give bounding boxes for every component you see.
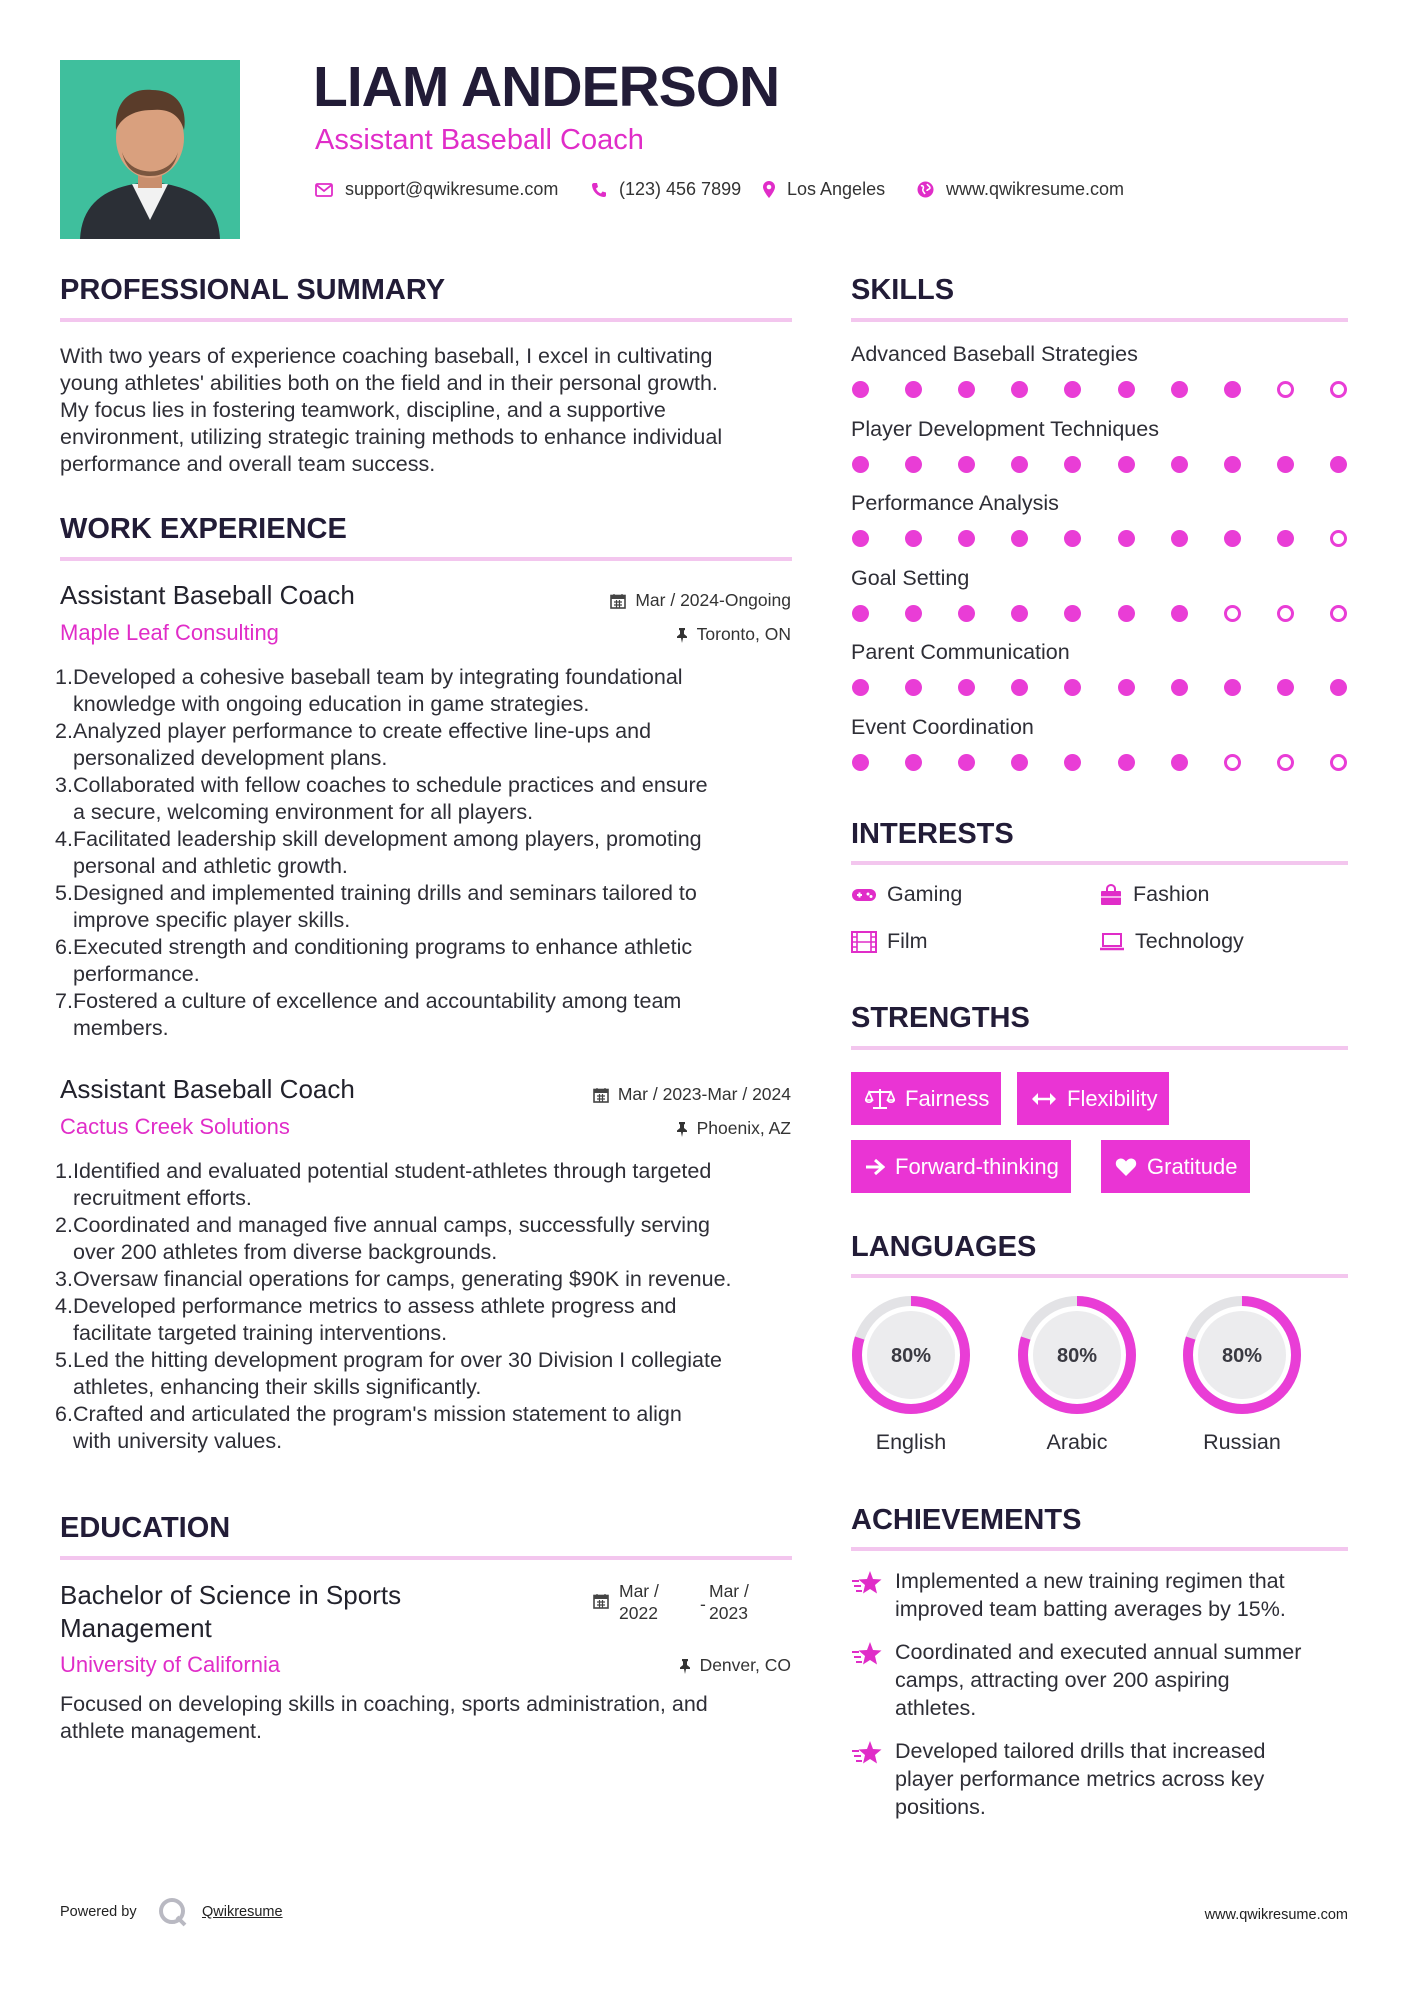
- strength-label: Fairness: [905, 1085, 990, 1111]
- education-start: [619, 1580, 659, 1624]
- achievements-heading: ACHIEVEMENTS: [851, 1504, 1082, 1536]
- bullet-line: Collaborated with fellow coaches to schedule practices and ensure: [73, 773, 708, 797]
- bullet-number: 2.: [55, 719, 73, 743]
- bullet-line: personal and athletic growth.: [73, 854, 348, 878]
- summary-line: environment, utilizing strategic training methods to enhance individual: [60, 425, 723, 449]
- interest-label: Film: [887, 929, 928, 953]
- contact-phone[interactable]: [591, 179, 741, 200]
- bullet-number: 5.: [55, 1348, 73, 1372]
- rating-dot-empty: [1277, 381, 1294, 398]
- bullet-line: knowledge with ongoing education in game strategies.: [73, 692, 590, 716]
- rating-dot-empty: [1330, 754, 1347, 771]
- bullet-line: Oversaw financial operations for camps, generating $90K in revenue.: [73, 1267, 732, 1291]
- strength-flexibility: [1017, 1072, 1169, 1125]
- skills-divider: [851, 318, 1348, 322]
- laptop-icon: [1099, 932, 1125, 952]
- rating-dot-filled: [958, 530, 975, 547]
- shopping-bag-icon: [1099, 884, 1123, 906]
- job-bullet: [55, 1347, 800, 1401]
- gamepad-icon: [851, 887, 877, 903]
- summary-line: My focus lies in fostering teamwork, discipline, and a supportive: [60, 398, 666, 422]
- email-text: support@qwikresume.com: [345, 179, 559, 199]
- rating-dot-filled: [905, 530, 922, 547]
- contact-location: [763, 179, 885, 200]
- education-location-text: Denver, CO: [699, 1655, 791, 1675]
- rating-dot-filled: [1118, 530, 1135, 547]
- rating-dot-filled: [1277, 530, 1294, 547]
- education-end: [709, 1580, 749, 1624]
- rating-dot-filled: [1064, 679, 1081, 696]
- website-text: www.qwikresume.com: [946, 179, 1125, 199]
- heart-icon: [1115, 1157, 1137, 1177]
- start-month: Mar /: [619, 1581, 659, 1601]
- rating-dot-filled: [905, 605, 922, 622]
- job-dates-text: Mar / 2024-Ongoing: [635, 590, 791, 610]
- calendar-icon: [610, 593, 626, 609]
- education-location: [679, 1655, 791, 1676]
- end-month: Mar /: [709, 1581, 749, 1601]
- languages-heading: LANGUAGES: [851, 1231, 1037, 1263]
- strength-label: Forward-thinking: [895, 1153, 1059, 1179]
- language-gauge: [1015, 1293, 1139, 1417]
- language-percent: 80%: [1221, 1345, 1263, 1367]
- balance-scale-icon: [865, 1087, 895, 1111]
- rating-dot-filled: [1118, 381, 1135, 398]
- qwikresume-link[interactable]: Qwikresume: [202, 1904, 283, 1920]
- education-divider: [60, 1556, 792, 1560]
- rating-dot-filled: [1011, 679, 1028, 696]
- interests-heading: INTERESTS: [851, 818, 1014, 850]
- rating-dot-filled: [1277, 679, 1294, 696]
- language-gauge: [1180, 1293, 1304, 1417]
- experience-heading: WORK EXPERIENCE: [60, 513, 347, 545]
- education-desc-line: athlete management.: [60, 1719, 262, 1743]
- profile-photo: [60, 60, 240, 239]
- bullet-line: personalized development plans.: [73, 746, 388, 770]
- bullet-line: Executed strength and conditioning programs to enhance athletic: [73, 935, 693, 959]
- rating-dot-filled: [852, 754, 869, 771]
- achievement-text: [895, 1567, 1286, 1623]
- rating-dot-empty: [1277, 754, 1294, 771]
- rating-dot-filled: [1224, 381, 1241, 398]
- strength-label: Flexibility: [1067, 1085, 1158, 1111]
- rating-dot-filled: [1118, 754, 1135, 771]
- achievement-item: [851, 1737, 1348, 1821]
- rating-dot-filled: [1011, 456, 1028, 473]
- bullet-line: improve specific player skills.: [73, 908, 351, 932]
- rating-dot-filled: [1118, 456, 1135, 473]
- bullet-line: facilitate targeted training interventions.: [73, 1321, 448, 1345]
- skill-rating: [852, 605, 1347, 622]
- bullet-line: performance.: [73, 962, 200, 986]
- bullet-number: 3.: [55, 773, 73, 797]
- summary-line: With two years of experience coaching baseball, I excel in cultivating: [60, 344, 713, 368]
- bullet-line: Identified and evaluated potential student-athletes through targeted: [73, 1159, 712, 1183]
- achievement-line: player performance metrics across key: [895, 1767, 1265, 1791]
- job-bullet: [55, 1293, 800, 1347]
- job-bullets: [55, 664, 800, 1042]
- contact-email[interactable]: [315, 179, 558, 200]
- pushpin-icon: [676, 627, 688, 643]
- phone-icon: [591, 182, 607, 198]
- interest-film: [851, 929, 928, 954]
- rating-dot-filled: [852, 381, 869, 398]
- summary-line: performance and overall team success.: [60, 452, 436, 476]
- job-title: Assistant Baseball Coach: [60, 1074, 355, 1104]
- arrows-horizontal-icon: [1031, 1091, 1057, 1107]
- language-name: Arabic: [1046, 1430, 1108, 1454]
- qwikresume-logo-icon: [157, 1897, 189, 1927]
- job-bullet: [55, 1158, 800, 1212]
- bullet-line: a secure, welcoming environment for all players.: [73, 800, 534, 824]
- skill-rating: [852, 754, 1347, 771]
- skill-name: Event Coordination: [851, 714, 1034, 739]
- job-location-text: Toronto, ON: [696, 624, 791, 644]
- rating-dot-filled: [958, 754, 975, 771]
- skill-name: Performance Analysis: [851, 491, 1059, 515]
- achievement-text: [895, 1638, 1301, 1722]
- school-name: University of California: [60, 1652, 281, 1677]
- achievement-text: [895, 1737, 1266, 1821]
- bullet-line: Developed performance metrics to assess athlete progress and: [73, 1294, 677, 1318]
- bullet-line: Coordinated and managed five annual camps, successfully serving: [73, 1213, 711, 1237]
- strength-fairness: [851, 1072, 1001, 1125]
- job-location: [676, 1118, 791, 1139]
- education-heading: EDUCATION: [60, 1512, 231, 1544]
- film-icon: [851, 931, 877, 953]
- skill-name: Parent Communication: [851, 640, 1070, 664]
- job-bullet: [55, 718, 800, 772]
- degree-line: Bachelor of Science in Sports: [60, 1580, 402, 1610]
- location-text: Los Angeles: [787, 179, 886, 199]
- language-gauge: [849, 1293, 973, 1417]
- bullet-line: athletes, enhancing their skills significantly.: [73, 1375, 482, 1399]
- rating-dot-filled: [1171, 530, 1188, 547]
- achievement-line: Developed tailored drills that increased: [895, 1739, 1266, 1763]
- shooting-star-icon: [851, 1569, 883, 1597]
- footer-website[interactable]: www.qwikresume.com: [1204, 1907, 1348, 1923]
- shooting-star-icon: [851, 1640, 883, 1668]
- rating-dot-filled: [1171, 679, 1188, 696]
- job-dates: [593, 1084, 791, 1105]
- rating-dot-filled: [1330, 679, 1347, 696]
- globe-icon: [917, 181, 934, 198]
- job-location: [676, 624, 791, 645]
- job-bullet: [55, 826, 800, 880]
- job-company: Cactus Creek Solutions: [60, 1114, 290, 1139]
- bullet-line: Designed and implemented training drills and seminars tailored to: [73, 881, 697, 905]
- rating-dot-filled: [958, 605, 975, 622]
- bullet-number: 6.: [55, 1402, 73, 1426]
- achievement-item: [851, 1638, 1348, 1722]
- bullet-line: Analyzed player performance to create effective line-ups and: [73, 719, 652, 743]
- job-bullet: [55, 1212, 800, 1266]
- map-marker-icon: [763, 181, 775, 198]
- job-bullet: [55, 880, 800, 934]
- bullet-number: 2.: [55, 1213, 73, 1237]
- rating-dot-filled: [958, 679, 975, 696]
- job-bullet: [55, 934, 800, 988]
- achievement-item: [851, 1567, 1348, 1623]
- rating-dot-filled: [1171, 605, 1188, 622]
- strengths-heading: STRENGTHS: [851, 1002, 1030, 1034]
- bullet-line: with university values.: [73, 1429, 283, 1453]
- summary-text: [60, 343, 795, 478]
- pushpin-icon: [676, 1121, 688, 1137]
- rating-dot-empty: [1330, 530, 1347, 547]
- strength-label: Gratitude: [1147, 1153, 1238, 1179]
- interest-label: Technology: [1135, 929, 1244, 953]
- achievement-line: Implemented a new training regimen that: [895, 1569, 1285, 1593]
- bullet-line: Crafted and articulated the program's mission statement to align: [73, 1402, 682, 1426]
- powered-by-label: Powered by: [60, 1904, 137, 1920]
- job-dates: [610, 590, 791, 611]
- rating-dot-filled: [1064, 605, 1081, 622]
- job-dates-text: Mar / 2023-Mar / 2024: [617, 1084, 791, 1104]
- rating-dot-empty: [1224, 754, 1241, 771]
- arrow-right-icon: [865, 1158, 885, 1176]
- job-bullet: [55, 772, 800, 826]
- rating-dot-filled: [1118, 679, 1135, 696]
- skill-rating: [852, 679, 1347, 696]
- bullet-line: Fostered a culture of excellence and accountability among team: [73, 989, 682, 1013]
- skill-name: Goal Setting: [851, 565, 970, 590]
- summary-divider: [60, 318, 792, 322]
- rating-dot-filled: [1224, 456, 1241, 473]
- interest-fashion: [1099, 882, 1210, 907]
- degree-line: Management: [60, 1613, 212, 1643]
- strengths-divider: [851, 1046, 1348, 1050]
- skill-rating: [852, 456, 1347, 473]
- rating-dot-filled: [1011, 530, 1028, 547]
- bullet-number: 3.: [55, 1267, 73, 1291]
- bullet-number: 4.: [55, 1294, 73, 1318]
- rating-dot-filled: [1330, 456, 1347, 473]
- language-percent: 80%: [890, 1345, 932, 1367]
- rating-dot-filled: [1171, 754, 1188, 771]
- rating-dot-filled: [1224, 679, 1241, 696]
- rating-dot-filled: [1064, 381, 1081, 398]
- bullet-number: 1.: [55, 665, 73, 689]
- rating-dot-filled: [1064, 754, 1081, 771]
- rating-dot-filled: [852, 456, 869, 473]
- rating-dot-filled: [852, 679, 869, 696]
- rating-dot-filled: [905, 381, 922, 398]
- skill-name: Player Development Techniques: [851, 416, 1159, 441]
- rating-dot-filled: [1064, 530, 1081, 547]
- job-bullet: [55, 664, 800, 718]
- rating-dot-filled: [905, 456, 922, 473]
- rating-dot-filled: [852, 605, 869, 622]
- degree-title: [60, 1579, 401, 1645]
- language-percent: 80%: [1056, 1345, 1098, 1367]
- achievement-line: camps, attracting over 200 aspiring: [895, 1668, 1230, 1692]
- job-bullet: [55, 988, 800, 1042]
- rating-dot-filled: [1011, 754, 1028, 771]
- candidate-name: LIAM ANDERSON: [313, 55, 780, 119]
- strength-gratitude: [1101, 1140, 1250, 1193]
- job-bullets: [55, 1158, 800, 1455]
- job-bullet: [55, 1266, 800, 1293]
- bullet-number: 4.: [55, 827, 73, 851]
- bullet-line: Facilitated leadership skill development among players, promoting: [73, 827, 702, 851]
- calendar-icon: [593, 1087, 609, 1103]
- skills-heading: SKILLS: [851, 274, 955, 306]
- job-location-text: Phoenix, AZ: [696, 1118, 791, 1138]
- rating-dot-filled: [852, 530, 869, 547]
- bullet-line: over 200 athletes from diverse backgrounds.: [73, 1240, 498, 1264]
- shooting-star-icon: [851, 1739, 883, 1767]
- bullet-number: 6.: [55, 935, 73, 959]
- job-bullet: [55, 1401, 800, 1455]
- bullet-number: 1.: [55, 1159, 73, 1183]
- interest-label: Fashion: [1133, 882, 1210, 906]
- rating-dot-filled: [958, 456, 975, 473]
- languages-divider: [851, 1274, 1348, 1278]
- rating-dot-empty: [1277, 605, 1294, 622]
- start-year: 2022: [619, 1603, 658, 1623]
- candidate-title: Assistant Baseball Coach: [315, 124, 644, 156]
- education-description: [60, 1691, 800, 1745]
- rating-dot-empty: [1330, 605, 1347, 622]
- achievement-line: positions.: [895, 1795, 986, 1819]
- rating-dot-filled: [958, 381, 975, 398]
- bullet-line: recruitment efforts.: [73, 1186, 252, 1210]
- phone-text: (123) 456 7899: [619, 179, 742, 199]
- rating-dot-filled: [1118, 605, 1135, 622]
- bullet-number: 7.: [55, 989, 73, 1013]
- calendar-icon: [593, 1593, 609, 1609]
- rating-dot-filled: [1011, 605, 1028, 622]
- rating-dot-filled: [1011, 381, 1028, 398]
- rating-dot-empty: [1330, 381, 1347, 398]
- interest-label: Gaming: [887, 882, 963, 906]
- envelope-icon: [315, 183, 333, 197]
- end-year: 2023: [709, 1603, 748, 1623]
- rating-dot-filled: [1171, 381, 1188, 398]
- contact-website[interactable]: [917, 179, 1124, 200]
- strength-forward-thinking: [851, 1140, 1071, 1193]
- rating-dot-filled: [905, 754, 922, 771]
- interest-technology: [1099, 929, 1244, 954]
- bullet-line: Led the hitting development program for over 30 Division I collegiate: [73, 1348, 722, 1372]
- achievement-line: Coordinated and executed annual summer: [895, 1640, 1302, 1664]
- achievement-line: athletes.: [895, 1696, 977, 1720]
- pushpin-icon: [679, 1658, 691, 1674]
- education-date-dash: -: [700, 1594, 706, 1614]
- experience-divider: [60, 557, 792, 561]
- rating-dot-empty: [1224, 605, 1241, 622]
- achievement-line: improved team batting averages by 15%.: [895, 1597, 1286, 1621]
- job-title: Assistant Baseball Coach: [60, 580, 355, 610]
- language-name: Russian: [1203, 1430, 1281, 1454]
- achievements-divider: [851, 1547, 1348, 1551]
- bullet-line: Developed a cohesive baseball team by integrating foundational: [73, 665, 683, 689]
- skill-rating: [852, 381, 1347, 398]
- skill-rating: [852, 530, 1347, 547]
- rating-dot-filled: [1224, 530, 1241, 547]
- skill-name: Advanced Baseball Strategies: [851, 342, 1138, 366]
- bullet-line: members.: [73, 1016, 169, 1040]
- summary-heading: PROFESSIONAL SUMMARY: [60, 274, 446, 306]
- bullet-number: 5.: [55, 881, 73, 905]
- rating-dot-filled: [1277, 456, 1294, 473]
- rating-dot-filled: [905, 679, 922, 696]
- education-desc-line: Focused on developing skills in coaching, sports administration, and: [60, 1692, 708, 1716]
- job-company: Maple Leaf Consulting: [60, 620, 279, 645]
- rating-dot-filled: [1064, 456, 1081, 473]
- interests-divider: [851, 861, 1348, 865]
- summary-line: young athletes' abilities both on the field and in their personal growth.: [60, 371, 718, 395]
- language-name: English: [875, 1430, 947, 1454]
- rating-dot-filled: [1171, 456, 1188, 473]
- interest-gaming: [851, 882, 962, 907]
